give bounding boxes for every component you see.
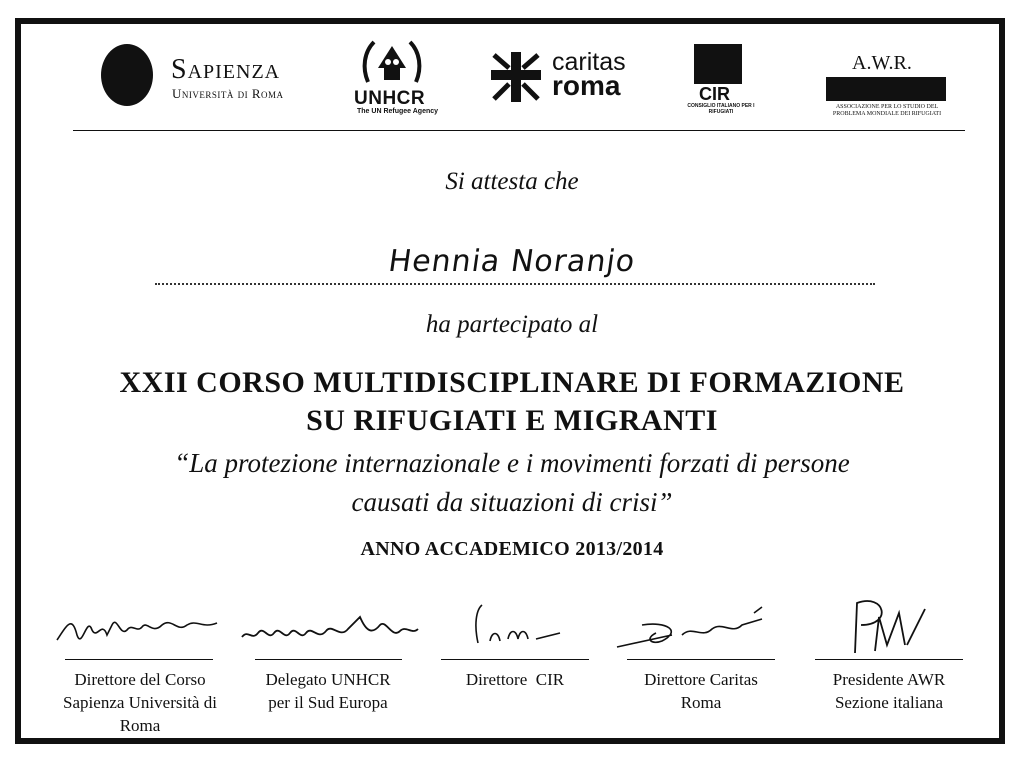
signatory-role-line: Presidente AWR bbox=[832, 670, 946, 689]
signatory-role-line: Sezione italiana bbox=[834, 693, 944, 712]
signature-caritas-director bbox=[612, 595, 782, 655]
caritas-cross-icon bbox=[489, 50, 543, 104]
course-title-line1: XXII CORSO MULTIDISCIPLINARE DI FORMAZIONE bbox=[119, 366, 905, 399]
caritas-logo-line2: roma bbox=[552, 70, 621, 101]
caritas-logo-line1: caritas bbox=[552, 48, 626, 76]
recipient-dotted-line bbox=[155, 283, 875, 285]
signatory-role-5 bbox=[799, 668, 979, 714]
course-subtitle-line2: causati da situazioni di crisi” bbox=[351, 487, 673, 517]
course-subtitle-line1: “La protezione internazionale e i movimenti forzati di persone bbox=[174, 448, 850, 478]
awr-logo-name: A.W.R. bbox=[852, 52, 912, 74]
academic-year: ANNO ACCADEMICO 2013/2014 bbox=[360, 538, 664, 560]
sapienza-logo-subtitle: Università di Roma bbox=[172, 86, 284, 101]
course-title-line2: SU RIFUGIATI E MIGRANTI bbox=[306, 404, 718, 437]
awr-emblem-icon bbox=[826, 77, 946, 101]
signature-cir-director bbox=[460, 595, 570, 655]
signatory-role-line: Direttore CIR bbox=[465, 670, 565, 689]
signature-line-4 bbox=[627, 659, 775, 660]
signatory-role-line: Roma bbox=[119, 716, 161, 735]
cir-logo-name: CIR bbox=[699, 84, 730, 104]
caritas-logo-name bbox=[552, 48, 626, 101]
unhcr-logo-subtitle: The UN Refugee Agency bbox=[357, 108, 439, 115]
signature-line-5 bbox=[815, 659, 963, 660]
signatory-role-line: Direttore del Corso bbox=[74, 670, 206, 689]
intro-text: Si attesta che bbox=[445, 168, 579, 195]
sapienza-logo-name: Sapienza bbox=[171, 54, 281, 85]
signatory-role-line: Direttore Caritas bbox=[644, 670, 758, 689]
recipient-name: Hennia Noranjo bbox=[386, 244, 638, 279]
signature-line-3 bbox=[441, 659, 589, 660]
sapienza-seal-icon bbox=[101, 44, 153, 106]
signature-awr-president bbox=[815, 595, 945, 659]
signatory-role-4 bbox=[611, 668, 791, 714]
signatory-role-1 bbox=[42, 668, 238, 737]
signatory-role-line: Sapienza Università di bbox=[63, 693, 217, 712]
unhcr-emblem-icon bbox=[360, 38, 424, 88]
unhcr-logo-name: UNHCR bbox=[354, 88, 426, 109]
signature-unhcr-delegate bbox=[240, 595, 420, 655]
signatory-role-line: Roma bbox=[680, 693, 722, 712]
signature-line-2 bbox=[255, 659, 402, 660]
header-divider bbox=[73, 130, 965, 131]
cir-logo-subtitle: CONSIGLIO ITALIANO PER I RIFUGIATI bbox=[687, 103, 755, 115]
signatory-role-line: Delegato UNHCR bbox=[265, 670, 391, 689]
signatory-role-2 bbox=[238, 668, 418, 714]
awr-logo-subtitle: ASSOCIAZIONE PER LO STUDIO DEL PROBLEMA MONDIALE DEI RIFUGIATI bbox=[832, 104, 942, 117]
signature-line-1 bbox=[65, 659, 213, 660]
signatory-role-line: per il Sud Europa bbox=[268, 693, 388, 712]
signature-course-director bbox=[52, 595, 222, 655]
cir-emblem-icon bbox=[694, 44, 742, 84]
participation-text: ha partecipato al bbox=[425, 311, 599, 338]
signatory-role-3 bbox=[425, 668, 605, 691]
